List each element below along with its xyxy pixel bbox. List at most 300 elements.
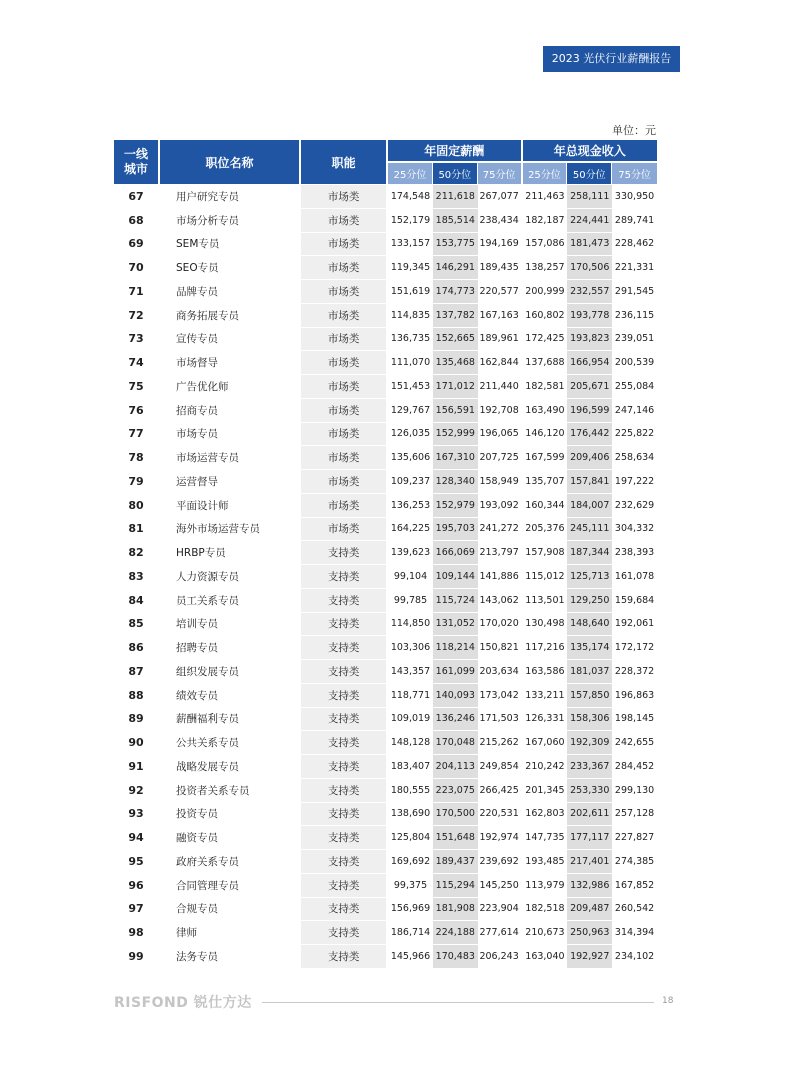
total-p25-cell: 167,599 [523,446,568,470]
row-position-cell: 绩效专员 [160,684,301,708]
fixed-p25-cell: 151,619 [388,280,433,304]
row-rank-cell: 81 [114,518,160,542]
row-rank-cell: 69 [114,233,160,257]
table-row [114,660,657,684]
fixed-p50-cell: 211,618 [433,185,478,209]
total-p50-cell: 253,330 [567,779,612,803]
row-rank-cell: 85 [114,613,160,637]
fixed-p25-cell: 118,771 [388,684,433,708]
row-position-cell: 招聘专员 [160,636,301,660]
row-position-cell: 用户研究专员 [160,185,301,209]
row-function-cell: 市场类 [301,233,388,257]
fixed-p25-cell: 129,767 [388,399,433,423]
header-rank [114,140,160,185]
fixed-p50-cell: 223,075 [433,779,478,803]
total-p25-cell: 182,518 [523,898,568,922]
row-position-cell: 律师 [160,921,301,945]
total-p75-cell: 234,102 [612,945,657,969]
row-position-cell: 合规专员 [160,898,301,922]
total-p75-cell: 299,130 [612,779,657,803]
row-rank-cell: 99 [114,945,160,969]
row-position-cell: 市场督导 [160,351,301,375]
fixed-p25-cell: 99,785 [388,589,433,613]
fixed-p50-cell: 136,246 [433,708,478,732]
page-number: 18 [662,996,674,1006]
total-p75-cell: 304,332 [612,518,657,542]
total-p50-cell: 132,986 [567,874,612,898]
header-fixed-p75: 75分位 [478,163,523,185]
header-total-cash: 年总现金收入 [523,140,657,163]
row-position-cell: 品牌专员 [160,280,301,304]
table-row [114,803,657,827]
table-row [114,470,657,494]
fixed-p50-cell: 152,999 [433,423,478,447]
fixed-p50-cell: 128,340 [433,470,478,494]
table-row [114,565,657,589]
total-p25-cell: 147,735 [523,826,568,850]
total-p50-cell: 196,599 [567,399,612,423]
table-row [114,185,657,209]
row-function-cell: 支持类 [301,755,388,779]
fixed-p75-cell: 193,092 [478,494,523,518]
row-function-cell: 市场类 [301,518,388,542]
row-position-cell: 运营督导 [160,470,301,494]
table-row [114,446,657,470]
total-p50-cell: 245,111 [567,518,612,542]
row-function-cell: 支持类 [301,898,388,922]
fixed-p50-cell: 115,294 [433,874,478,898]
row-rank-cell: 89 [114,708,160,732]
fixed-p50-cell: 170,483 [433,945,478,969]
row-rank-cell: 75 [114,375,160,399]
table-row [114,708,657,732]
fixed-p75-cell: 194,169 [478,233,523,257]
total-p75-cell: 159,684 [612,589,657,613]
footer-logo: RISFOND 锐仕方达 [114,995,252,1011]
row-rank-cell: 98 [114,921,160,945]
total-p75-cell: 227,827 [612,826,657,850]
row-position-cell: 公共关系专员 [160,731,301,755]
total-p50-cell: 209,487 [567,898,612,922]
row-rank-cell: 67 [114,185,160,209]
total-p75-cell: 192,061 [612,613,657,637]
fixed-p50-cell: 140,093 [433,684,478,708]
table-row [114,375,657,399]
fixed-p50-cell: 152,665 [433,328,478,352]
row-rank-cell: 90 [114,731,160,755]
row-rank-cell: 83 [114,565,160,589]
row-rank-cell: 92 [114,779,160,803]
fixed-p75-cell: 207,725 [478,446,523,470]
total-p50-cell: 177,117 [567,826,612,850]
total-p75-cell: 260,542 [612,898,657,922]
fixed-p25-cell: 109,019 [388,708,433,732]
total-p75-cell: 232,629 [612,494,657,518]
row-position-cell: 平面设计师 [160,494,301,518]
total-p25-cell: 172,425 [523,328,568,352]
fixed-p75-cell: 238,434 [478,209,523,233]
fixed-p25-cell: 145,966 [388,945,433,969]
fixed-p25-cell: 180,555 [388,779,433,803]
total-p25-cell: 210,242 [523,755,568,779]
fixed-p75-cell: 150,821 [478,636,523,660]
fixed-p50-cell: 118,214 [433,636,478,660]
total-p75-cell: 228,462 [612,233,657,257]
fixed-p50-cell: 161,099 [433,660,478,684]
total-p25-cell: 163,040 [523,945,568,969]
table-row [114,684,657,708]
fixed-p75-cell: 249,854 [478,755,523,779]
fixed-p50-cell: 152,979 [433,494,478,518]
unit-note: 单位：元 [612,124,656,137]
fixed-p75-cell: 173,042 [478,684,523,708]
fixed-p50-cell: 135,468 [433,351,478,375]
header-fixed-salary: 年固定薪酬 [388,140,522,163]
total-p50-cell: 217,401 [567,850,612,874]
fixed-p75-cell: 267,077 [478,185,523,209]
row-function-cell: 支持类 [301,684,388,708]
row-rank-cell: 84 [114,589,160,613]
fixed-p50-cell: 156,591 [433,399,478,423]
total-p50-cell: 192,927 [567,945,612,969]
row-position-cell: 投资专员 [160,803,301,827]
row-rank-cell: 68 [114,209,160,233]
row-rank-cell: 71 [114,280,160,304]
header-rank-label: 一线 城市 [124,147,149,176]
row-function-cell: 支持类 [301,565,388,589]
fixed-p75-cell: 192,974 [478,826,523,850]
total-p75-cell: 258,634 [612,446,657,470]
row-rank-cell: 77 [114,423,160,447]
fixed-p75-cell: 277,614 [478,921,523,945]
total-p50-cell: 232,557 [567,280,612,304]
total-p75-cell: 221,331 [612,256,657,280]
fixed-p25-cell: 103,306 [388,636,433,660]
fixed-p25-cell: 114,850 [388,613,433,637]
total-p50-cell: 166,954 [567,351,612,375]
fixed-p75-cell: 145,250 [478,874,523,898]
row-position-cell: HRBP专员 [160,541,301,565]
table-row [114,826,657,850]
total-p25-cell: 163,490 [523,399,568,423]
fixed-p50-cell: 195,703 [433,518,478,542]
total-p75-cell: 161,078 [612,565,657,589]
total-p25-cell: 157,908 [523,541,568,565]
header-function: 职能 [301,140,388,185]
total-p50-cell: 170,506 [567,256,612,280]
header-total-p25: 25分位 [523,163,568,185]
total-p75-cell: 197,222 [612,470,657,494]
fixed-p75-cell: 223,904 [478,898,523,922]
fixed-p25-cell: 119,345 [388,256,433,280]
row-function-cell: 市场类 [301,280,388,304]
total-p75-cell: 289,741 [612,209,657,233]
total-p75-cell: 247,146 [612,399,657,423]
table-row [114,541,657,565]
total-p50-cell: 202,611 [567,803,612,827]
row-position-cell: 市场分析专员 [160,209,301,233]
total-p75-cell: 167,852 [612,874,657,898]
fixed-p75-cell: 158,949 [478,470,523,494]
table-row [114,921,657,945]
fixed-p75-cell: 239,692 [478,850,523,874]
header-position: 职位名称 [160,140,301,185]
row-position-cell: 人力资源专员 [160,565,301,589]
row-position-cell: 商务拓展专员 [160,304,301,328]
total-p50-cell: 258,111 [567,185,612,209]
total-p25-cell: 146,120 [523,423,568,447]
row-position-cell: 薪酬福利专员 [160,708,301,732]
row-rank-cell: 96 [114,874,160,898]
total-p75-cell: 291,545 [612,280,657,304]
row-rank-cell: 70 [114,256,160,280]
fixed-p75-cell: 192,708 [478,399,523,423]
total-p75-cell: 284,452 [612,755,657,779]
fixed-p75-cell: 162,844 [478,351,523,375]
fixed-p25-cell: 164,225 [388,518,433,542]
total-p50-cell: 181,473 [567,233,612,257]
fixed-p50-cell: 170,500 [433,803,478,827]
fixed-p50-cell: 174,773 [433,280,478,304]
total-p25-cell: 160,802 [523,304,568,328]
row-position-cell: 招商专员 [160,399,301,423]
total-p75-cell: 236,115 [612,304,657,328]
row-function-cell: 市场类 [301,399,388,423]
table-row [114,589,657,613]
fixed-p50-cell: 151,648 [433,826,478,850]
row-position-cell: 组织发展专员 [160,660,301,684]
total-p75-cell: 257,128 [612,803,657,827]
total-p75-cell: 314,394 [612,921,657,945]
total-p25-cell: 210,673 [523,921,568,945]
fixed-p50-cell: 170,048 [433,731,478,755]
table-row [114,256,657,280]
row-rank-cell: 80 [114,494,160,518]
row-function-cell: 市场类 [301,304,388,328]
fixed-p25-cell: 156,969 [388,898,433,922]
row-rank-cell: 79 [114,470,160,494]
fixed-p50-cell: 171,012 [433,375,478,399]
fixed-p75-cell: 220,531 [478,803,523,827]
fixed-p25-cell: 139,623 [388,541,433,565]
table-row [114,613,657,637]
fixed-p50-cell: 204,113 [433,755,478,779]
fixed-p50-cell: 224,188 [433,921,478,945]
table-row [114,850,657,874]
fixed-p75-cell: 167,163 [478,304,523,328]
total-p25-cell: 167,060 [523,731,568,755]
total-p50-cell: 176,442 [567,423,612,447]
row-function-cell: 支持类 [301,850,388,874]
row-position-cell: 战略发展专员 [160,755,301,779]
salary-table [114,140,657,969]
row-position-cell: 培训专员 [160,613,301,637]
row-position-cell: 合同管理专员 [160,874,301,898]
row-position-cell: 市场运营专员 [160,446,301,470]
total-p25-cell: 193,485 [523,850,568,874]
row-rank-cell: 88 [114,684,160,708]
row-function-cell: 市场类 [301,446,388,470]
fixed-p50-cell: 181,908 [433,898,478,922]
total-p50-cell: 148,640 [567,613,612,637]
row-function-cell: 支持类 [301,945,388,969]
row-position-cell: SEO专员 [160,256,301,280]
fixed-p25-cell: 174,548 [388,185,433,209]
row-rank-cell: 93 [114,803,160,827]
row-rank-cell: 86 [114,636,160,660]
fixed-p75-cell: 143,062 [478,589,523,613]
row-rank-cell: 87 [114,660,160,684]
row-position-cell: 宣传专员 [160,328,301,352]
row-function-cell: 支持类 [301,589,388,613]
fixed-p25-cell: 126,035 [388,423,433,447]
total-p50-cell: 184,007 [567,494,612,518]
fixed-p50-cell: 189,437 [433,850,478,874]
fixed-p25-cell: 151,453 [388,375,433,399]
fixed-p75-cell: 206,243 [478,945,523,969]
total-p75-cell: 330,950 [612,185,657,209]
row-rank-cell: 97 [114,898,160,922]
total-p50-cell: 158,306 [567,708,612,732]
fixed-p25-cell: 99,104 [388,565,433,589]
total-p50-cell: 224,441 [567,209,612,233]
total-p25-cell: 113,979 [523,874,568,898]
total-p25-cell: 201,345 [523,779,568,803]
total-p75-cell: 274,385 [612,850,657,874]
fixed-p25-cell: 143,357 [388,660,433,684]
table-row [114,874,657,898]
table-row [114,304,657,328]
fixed-p50-cell: 109,144 [433,565,478,589]
fixed-p25-cell: 133,157 [388,233,433,257]
header-fixed-p50: 50分位 [433,163,478,185]
fixed-p75-cell: 213,797 [478,541,523,565]
row-rank-cell: 76 [114,399,160,423]
fixed-p25-cell: 99,375 [388,874,433,898]
fixed-p25-cell: 148,128 [388,731,433,755]
row-function-cell: 市场类 [301,423,388,447]
table-row [114,233,657,257]
total-p50-cell: 157,850 [567,684,612,708]
fixed-p75-cell: 241,272 [478,518,523,542]
total-p75-cell: 198,145 [612,708,657,732]
fixed-p25-cell: 136,253 [388,494,433,518]
row-function-cell: 支持类 [301,541,388,565]
row-rank-cell: 78 [114,446,160,470]
total-p50-cell: 193,823 [567,328,612,352]
row-function-cell: 市场类 [301,470,388,494]
row-function-cell: 市场类 [301,256,388,280]
total-p50-cell: 209,406 [567,446,612,470]
table-row [114,518,657,542]
fixed-p50-cell: 185,514 [433,209,478,233]
total-p75-cell: 196,863 [612,684,657,708]
fixed-p25-cell: 125,804 [388,826,433,850]
header-fixed-p25: 25分位 [388,163,433,185]
row-position-cell: 市场专员 [160,423,301,447]
row-rank-cell: 91 [114,755,160,779]
fixed-p75-cell: 203,634 [478,660,523,684]
total-p25-cell: 163,586 [523,660,568,684]
total-p25-cell: 211,463 [523,185,568,209]
table-row [114,209,657,233]
header-total-p75: 75分位 [612,163,657,185]
row-function-cell: 支持类 [301,708,388,732]
fixed-p25-cell: 111,070 [388,351,433,375]
fixed-p25-cell: 186,714 [388,921,433,945]
total-p50-cell: 181,037 [567,660,612,684]
total-p50-cell: 192,309 [567,731,612,755]
fixed-p25-cell: 183,407 [388,755,433,779]
row-function-cell: 支持类 [301,921,388,945]
table-row [114,351,657,375]
fixed-p50-cell: 137,782 [433,304,478,328]
row-function-cell: 支持类 [301,613,388,637]
total-p25-cell: 126,331 [523,708,568,732]
fixed-p75-cell: 220,577 [478,280,523,304]
table-row [114,945,657,969]
table-row [114,328,657,352]
total-p75-cell: 172,172 [612,636,657,660]
row-position-cell: 政府关系专员 [160,850,301,874]
table-row [114,494,657,518]
table-row [114,898,657,922]
row-rank-cell: 82 [114,541,160,565]
row-function-cell: 支持类 [301,660,388,684]
row-rank-cell: 72 [114,304,160,328]
total-p50-cell: 187,344 [567,541,612,565]
row-function-cell: 市场类 [301,209,388,233]
fixed-p75-cell: 141,886 [478,565,523,589]
row-rank-cell: 73 [114,328,160,352]
fixed-p75-cell: 189,435 [478,256,523,280]
total-p75-cell: 242,655 [612,731,657,755]
fixed-p25-cell: 169,692 [388,850,433,874]
fixed-p75-cell: 170,020 [478,613,523,637]
fixed-p50-cell: 146,291 [433,256,478,280]
total-p25-cell: 117,216 [523,636,568,660]
row-function-cell: 市场类 [301,185,388,209]
total-p25-cell: 200,999 [523,280,568,304]
total-p50-cell: 157,841 [567,470,612,494]
row-rank-cell: 95 [114,850,160,874]
total-p25-cell: 182,581 [523,375,568,399]
total-p50-cell: 129,250 [567,589,612,613]
total-p50-cell: 193,778 [567,304,612,328]
total-p50-cell: 125,713 [567,565,612,589]
total-p25-cell: 130,498 [523,613,568,637]
report-title-tag: 2023 光伏行业薪酬报告 [543,46,680,72]
total-p25-cell: 157,086 [523,233,568,257]
table-row [114,779,657,803]
fixed-p25-cell: 135,606 [388,446,433,470]
row-function-cell: 支持类 [301,779,388,803]
fixed-p25-cell: 136,735 [388,328,433,352]
row-function-cell: 市场类 [301,328,388,352]
row-function-cell: 支持类 [301,803,388,827]
fixed-p75-cell: 196,065 [478,423,523,447]
fixed-p25-cell: 109,237 [388,470,433,494]
table-row [114,423,657,447]
total-p25-cell: 138,257 [523,256,568,280]
row-function-cell: 市场类 [301,351,388,375]
fixed-p75-cell: 211,440 [478,375,523,399]
total-p25-cell: 160,344 [523,494,568,518]
total-p25-cell: 162,803 [523,803,568,827]
fixed-p50-cell: 153,775 [433,233,478,257]
row-position-cell: 投资者关系专员 [160,779,301,803]
header-total-p50: 50分位 [567,163,612,185]
